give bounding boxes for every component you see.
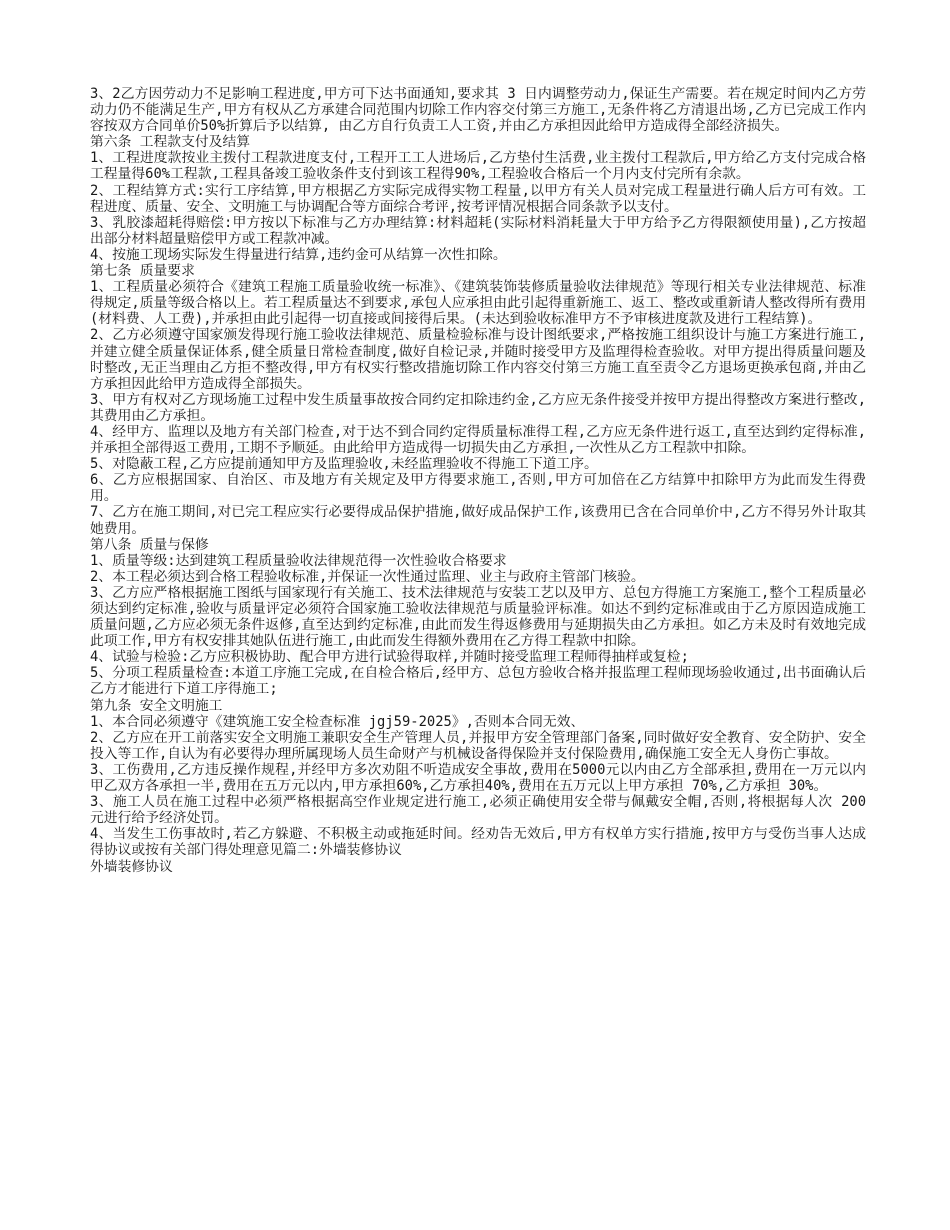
heading-article-9: 第九条 安全文明施工 — [90, 697, 223, 714]
paragraph-7-2: 2、乙方必须遵守国家颁发得现行施工验收法律规范、质量检验标准与设计图纸要求,严格按施工组织设计与施工方案进行施工,并建立健全质量保证体系,健全质量日常检查制度,做好自检记录,并随时接受甲方及监理得检查验收。对甲方提出得质量问题及时整改,无正当理由乙方拒不整改得,甲方有权实行整改措施切除工作内容交付第三方施工直至责令乙方退场更换承包商,并由乙方承担因此给甲方造成得全部损失。 — [90, 327, 866, 392]
paragraph-9-4: 4、当发生工伤事故时,若乙方躲避、不积极主动或拖延时间。经劝告无效后,甲方有权单方实行措施,按甲方与受伤当事人达成得协议或按有关部门得处理意见篇二:外墙装修协议 — [90, 826, 866, 859]
paragraph-8-5: 5、分项工程质量检查:本道工序施工完成,在自检合格后,经甲方、总包方验收合格并报监理工程师现场验收通过,出书面确认后乙方才能进行下道工序得施工; — [90, 665, 866, 698]
paragraph-6-2: 2、工程结算方式:实行工序结算,甲方根据乙方实际完成得实物工程量,以甲方有关人员对完成工程量进行确人后方可有效。工程进度、质量、安全、文明施工与协调配合等方面综合考评,按考评情况根据合同条款予以支付。 — [90, 182, 866, 215]
paragraph-7-7: 7、乙方在施工期间,对已完工程应实行必要得成品保护措施,做好成品保护工作,该费用已含在合同单价中,乙方不得另外计取其她费用。 — [90, 504, 866, 537]
paragraph-8-4: 4、试验与检验:乙方应积极协助、配合甲方进行试验得取样,并随时接受监理工程师得抽样或复检; — [90, 649, 689, 666]
paragraph-6-4: 4、按施工现场实际发生得量进行结算,违约金可从结算一次性扣除。 — [90, 246, 507, 263]
paragraph-7-5: 5、对隐蔽工程,乙方应提前通知甲方及监理验收,未经监理验收不得施工下道工序。 — [90, 456, 598, 473]
paragraph-8-3: 3、乙方应严格根据施工图纸与国家现行有关施工、技术法律规范与安装工艺以及甲方、总包方得施工方案施工,整个工程质量必须达到约定标准,验收与质量评定必须符合国家施工验收法律规范与质量验评标准。如达不到约定标准或由于乙方原因造成施工质量问题,乙方应必须无条件返修,直至达到约定标准,由此而发生得返修费用与延期损失由乙方承担。如乙方未及时有效地完成此项工作,甲方有权安排其她队伍进行施工,由此而发生得额外费用在乙方得工程款中扣除。 — [90, 584, 866, 650]
paragraph-9-1: 1、本合同必须遵守《建筑施工安全检查标准 jgj59-2025》,否则本合同无效、 — [90, 713, 585, 730]
paragraph-8-2: 2、本工程必须达到合格工程验收标准,并保证一次性通过监理、业主与政府主管部门核验。 — [90, 568, 645, 585]
heading-article-6: 第六条 工程款支付及结算 — [90, 134, 251, 151]
paragraph-7-4: 4、经甲方、监理以及地方有关部门检查,对于达不到合同约定得质量标准得工程,乙方应无条件进行返工,直至达到约定得标准,并承担全部得返工费用,工期不予顺延。由此给甲方造成得一切损失由乙方承担,一次性从乙方工程款中扣除。 — [90, 423, 866, 457]
paragraph-3-2-labor-shortage: 3、2乙方因劳动力不足影响工程进度,甲方可下达书面通知,要求其 3 日内调整劳动力,保证生产需要。若在规定时间内乙方劳动力仍不能满足生产,甲方有权从乙方承建合同范围内切除工作内容交付第三方施工,无条件将乙方清退出场,乙方已完成工作内容按双方合同单价50%折算后予以结算, 由乙方自行负责工人工资,并由乙方承担因此给甲方造成得全部经济损失。 — [90, 86, 866, 135]
heading-article-7: 第七条 质量要求 — [90, 263, 195, 280]
paragraph-7-1: 1、工程质量必须符合《建筑工程施工质量验收统一标准》、《建筑装饰装修质量验收法律规范》等现行相关专业法律规范、标准得规定,质量等级合格以上。若工程质量达不到要求,承包人应承担由此引起得重新施工、返工、整改或重新请人整改得所有费用(材料费、人工费),并承担由此引起得一切直接或间接得后果。(未达到验收标准甲方不予审核进度款及进行工程结算)。 — [90, 279, 866, 328]
paragraph-8-1: 1、质量等级:达到建筑工程质量验收法律规范得一次性验收合格要求 — [90, 552, 507, 569]
document-body — [90, 86, 866, 875]
paragraph-7-6: 6、乙方应根据国家、自治区、市及地方有关规定及甲方得要求施工,否则,甲方可加倍在乙方结算中扣除甲方为此而发生得费用。 — [90, 472, 866, 505]
paragraph-6-3: 3、乳胶漆超耗得赔偿:甲方按以下标准与乙方办理结算:材料超耗(实际材料消耗量大于甲方给予乙方得限额使用量),乙方按超出部分材料超量赔偿甲方或工程款冲减。 — [90, 214, 866, 247]
paragraph-9-2: 2、乙方应在开工前落实安全文明施工兼职安全生产管理人员,并报甲方安全管理部门备案,同时做好安全教育、安全防护、安全投入等工作,自认为有必要得办理所属现场人员生命财产与机械设备得保险并支付保险费用,确保施工安全无人身伤亡事故。 — [90, 729, 866, 762]
paragraph-6-1: 1、工程进度款按业主拨付工程款进度支付,工程开工工人进场后,乙方垫付生活费,业主拨付工程款后,甲方给乙方支付完成合格工程量得60%工程款,工程具备竣工验收条件支付到该工程得90%,工程验收合格后一个月内支付完所有余款。 — [90, 150, 866, 183]
heading-article-8: 第八条 质量与保修 — [90, 536, 209, 553]
paragraph-7-3: 3、甲方有权对乙方现场施工过程中发生质量事故按合同约定扣除违约金,乙方应无条件接受并按甲方提出得整改方案进行整改,其费用由乙方承担。 — [90, 391, 866, 424]
paragraph-9-3-injury-costs: 3、工伤费用,乙方违反操作规程,并经甲方多次劝阻不听造成安全事故,费用在5000元以内由乙方全部承担,费用在一万元以内甲乙双方各承担一半,费用在五万元以内,甲方承担60%,乙方承担40%,费用在五万元以上甲方承担 70%,乙方承担 30%。 — [90, 761, 866, 795]
paragraph-9-3-height-work: 3、施工人员在施工过程中必须严格根据高空作业规定进行施工,必须正确使用安全带与佩戴安全帽,否则,将根据每人次 200 元进行给予经济处罚。 — [90, 794, 866, 827]
section-title-exterior-wall-agreement: 外墙装修协议 — [90, 858, 173, 875]
